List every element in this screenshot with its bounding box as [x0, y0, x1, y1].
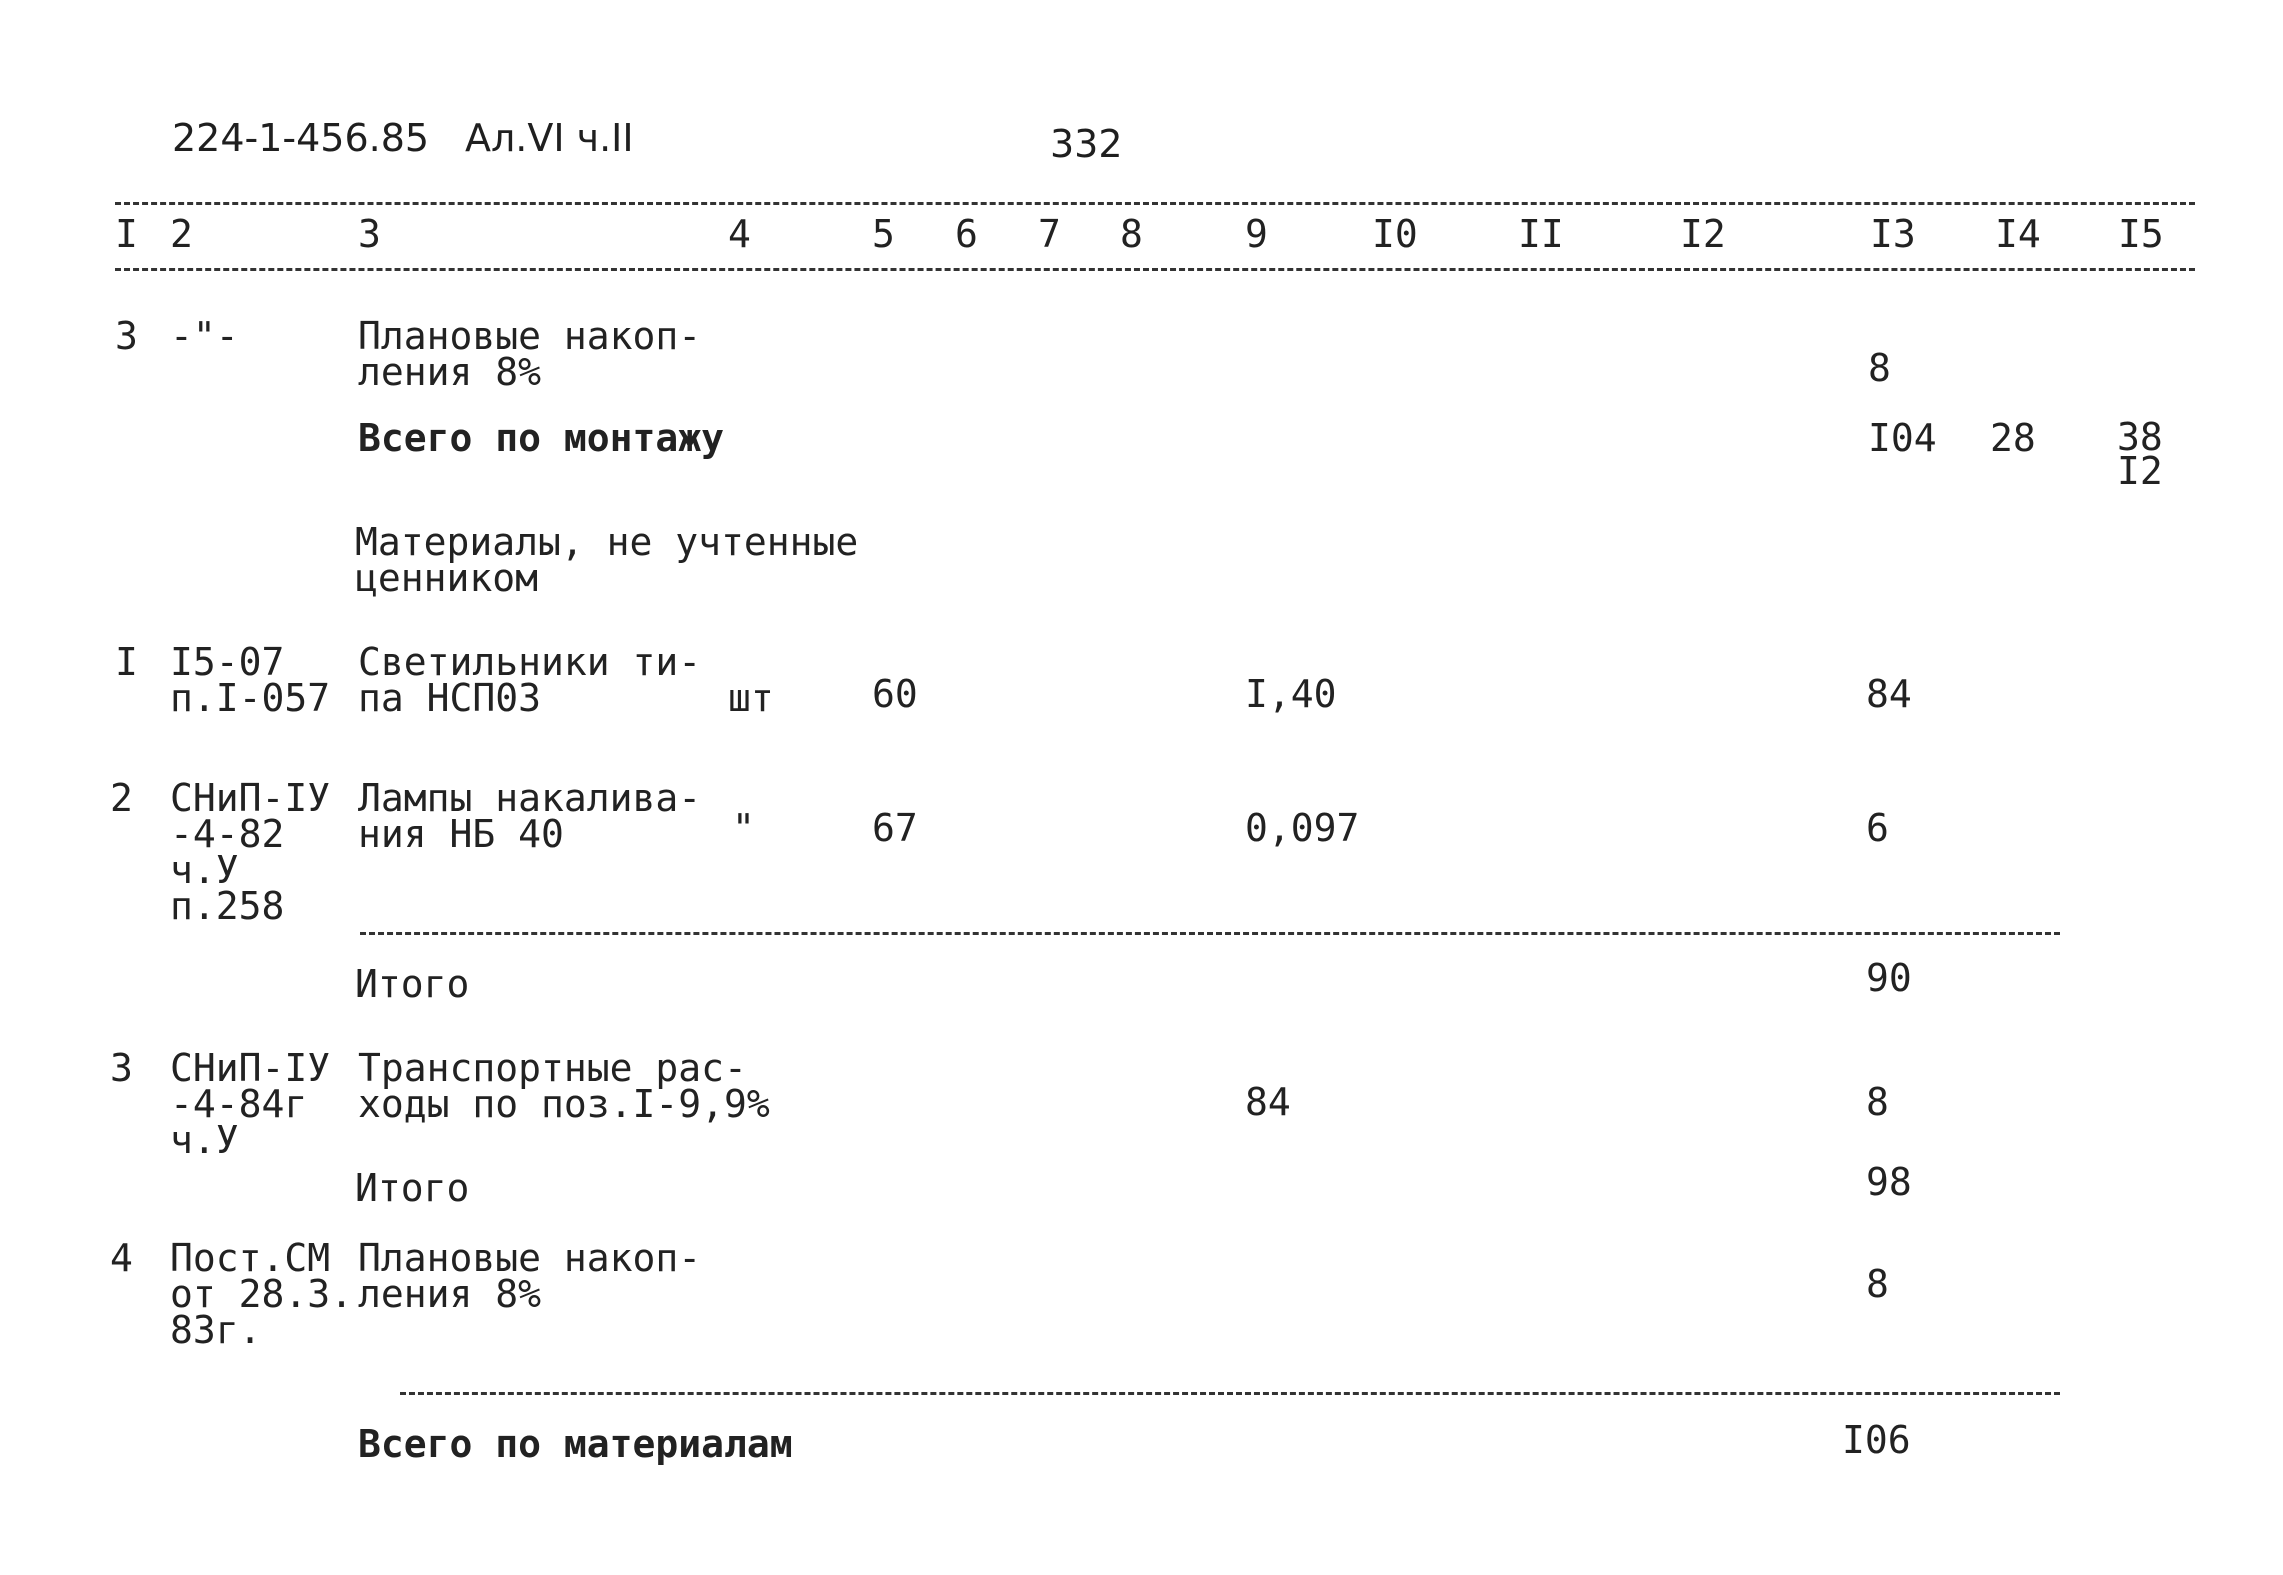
row-name: Итого	[355, 1166, 470, 1210]
row-name: Итого	[355, 962, 470, 1006]
subtotal-rule	[360, 932, 2060, 935]
header-bottom-rule	[115, 268, 2195, 271]
column-header-12: I2	[1680, 212, 1726, 256]
row-number: 3	[110, 1046, 133, 1090]
column-header-5: 5	[872, 212, 895, 256]
grand-total-rule	[400, 1392, 2060, 1395]
row-name: Всего по материалам	[358, 1422, 793, 1466]
row-number: I	[115, 640, 138, 684]
column-header-4: 4	[728, 212, 751, 256]
row-total: 6	[1866, 806, 1889, 850]
column-header-15: I5	[2118, 212, 2164, 256]
row-reference: СНиП-IУ -4-82 ч.У п.258	[170, 776, 331, 928]
row-total: 90	[1866, 956, 1912, 1000]
row-name: Лампы накалива- ния НБ 40	[358, 776, 702, 856]
row-quantity: 60	[872, 672, 918, 716]
column-header-14: I4	[1995, 212, 2041, 256]
column-header-13: I3	[1870, 212, 1916, 256]
row-total: I06	[1842, 1418, 1911, 1462]
row-total: I04	[1868, 416, 1937, 460]
row-total: 8	[1866, 1080, 1889, 1124]
row-name: Транспортные рас- ходы по поз.I-9,9%	[358, 1046, 770, 1126]
row-reference: I5-07 п.I-057	[170, 640, 331, 720]
column-header-6: 6	[955, 212, 978, 256]
row-unit: "	[732, 806, 755, 850]
row-name: Всего по монтажу	[358, 416, 725, 460]
row-name: Светильники ти- па НСП03	[358, 640, 702, 720]
row-total: 8	[1868, 346, 1891, 390]
row-name: Плановые накоп- ления 8%	[358, 314, 702, 394]
row-total: 8	[1866, 1262, 1889, 1306]
document-code: 224-1-456.85	[172, 116, 430, 160]
row-number: 3	[115, 314, 138, 358]
row-number: 4	[110, 1236, 133, 1280]
row-unit-price: 0,097	[1245, 806, 1360, 850]
row-unit-price: 84	[1245, 1080, 1291, 1124]
page-number: 332	[1050, 122, 1123, 166]
column-header-8: 8	[1120, 212, 1143, 256]
row-number: 2	[110, 776, 133, 820]
album-reference: Ал.VI ч.II	[465, 116, 634, 160]
row-reference: Пост.СМ от 28.3. 83г.	[170, 1236, 354, 1352]
row-total: 84	[1866, 672, 1912, 716]
row-column-14: 28	[1990, 416, 2036, 460]
row-unit-price: I,40	[1245, 672, 1337, 716]
row-unit: шт	[728, 676, 774, 720]
column-header-11: II	[1518, 212, 1564, 256]
column-header-3: 3	[358, 212, 381, 256]
row-column-15: 38 I2	[2117, 415, 2163, 493]
column-header-7: 7	[1038, 212, 1061, 256]
header-top-rule	[115, 202, 2195, 205]
section-heading: Материалы, не учтенные ценником	[355, 520, 859, 600]
column-header-10: I0	[1372, 212, 1418, 256]
row-quantity: 67	[872, 806, 918, 850]
row-reference: СНиП-IУ -4-84г ч.У	[170, 1046, 331, 1162]
column-header-2: 2	[170, 212, 193, 256]
row-total: 98	[1866, 1160, 1912, 1204]
row-reference: -"-	[170, 314, 239, 358]
row-name: Плановые накоп- ления 8%	[358, 1236, 702, 1316]
column-header-9: 9	[1245, 212, 1268, 256]
column-header-1: I	[115, 212, 138, 256]
